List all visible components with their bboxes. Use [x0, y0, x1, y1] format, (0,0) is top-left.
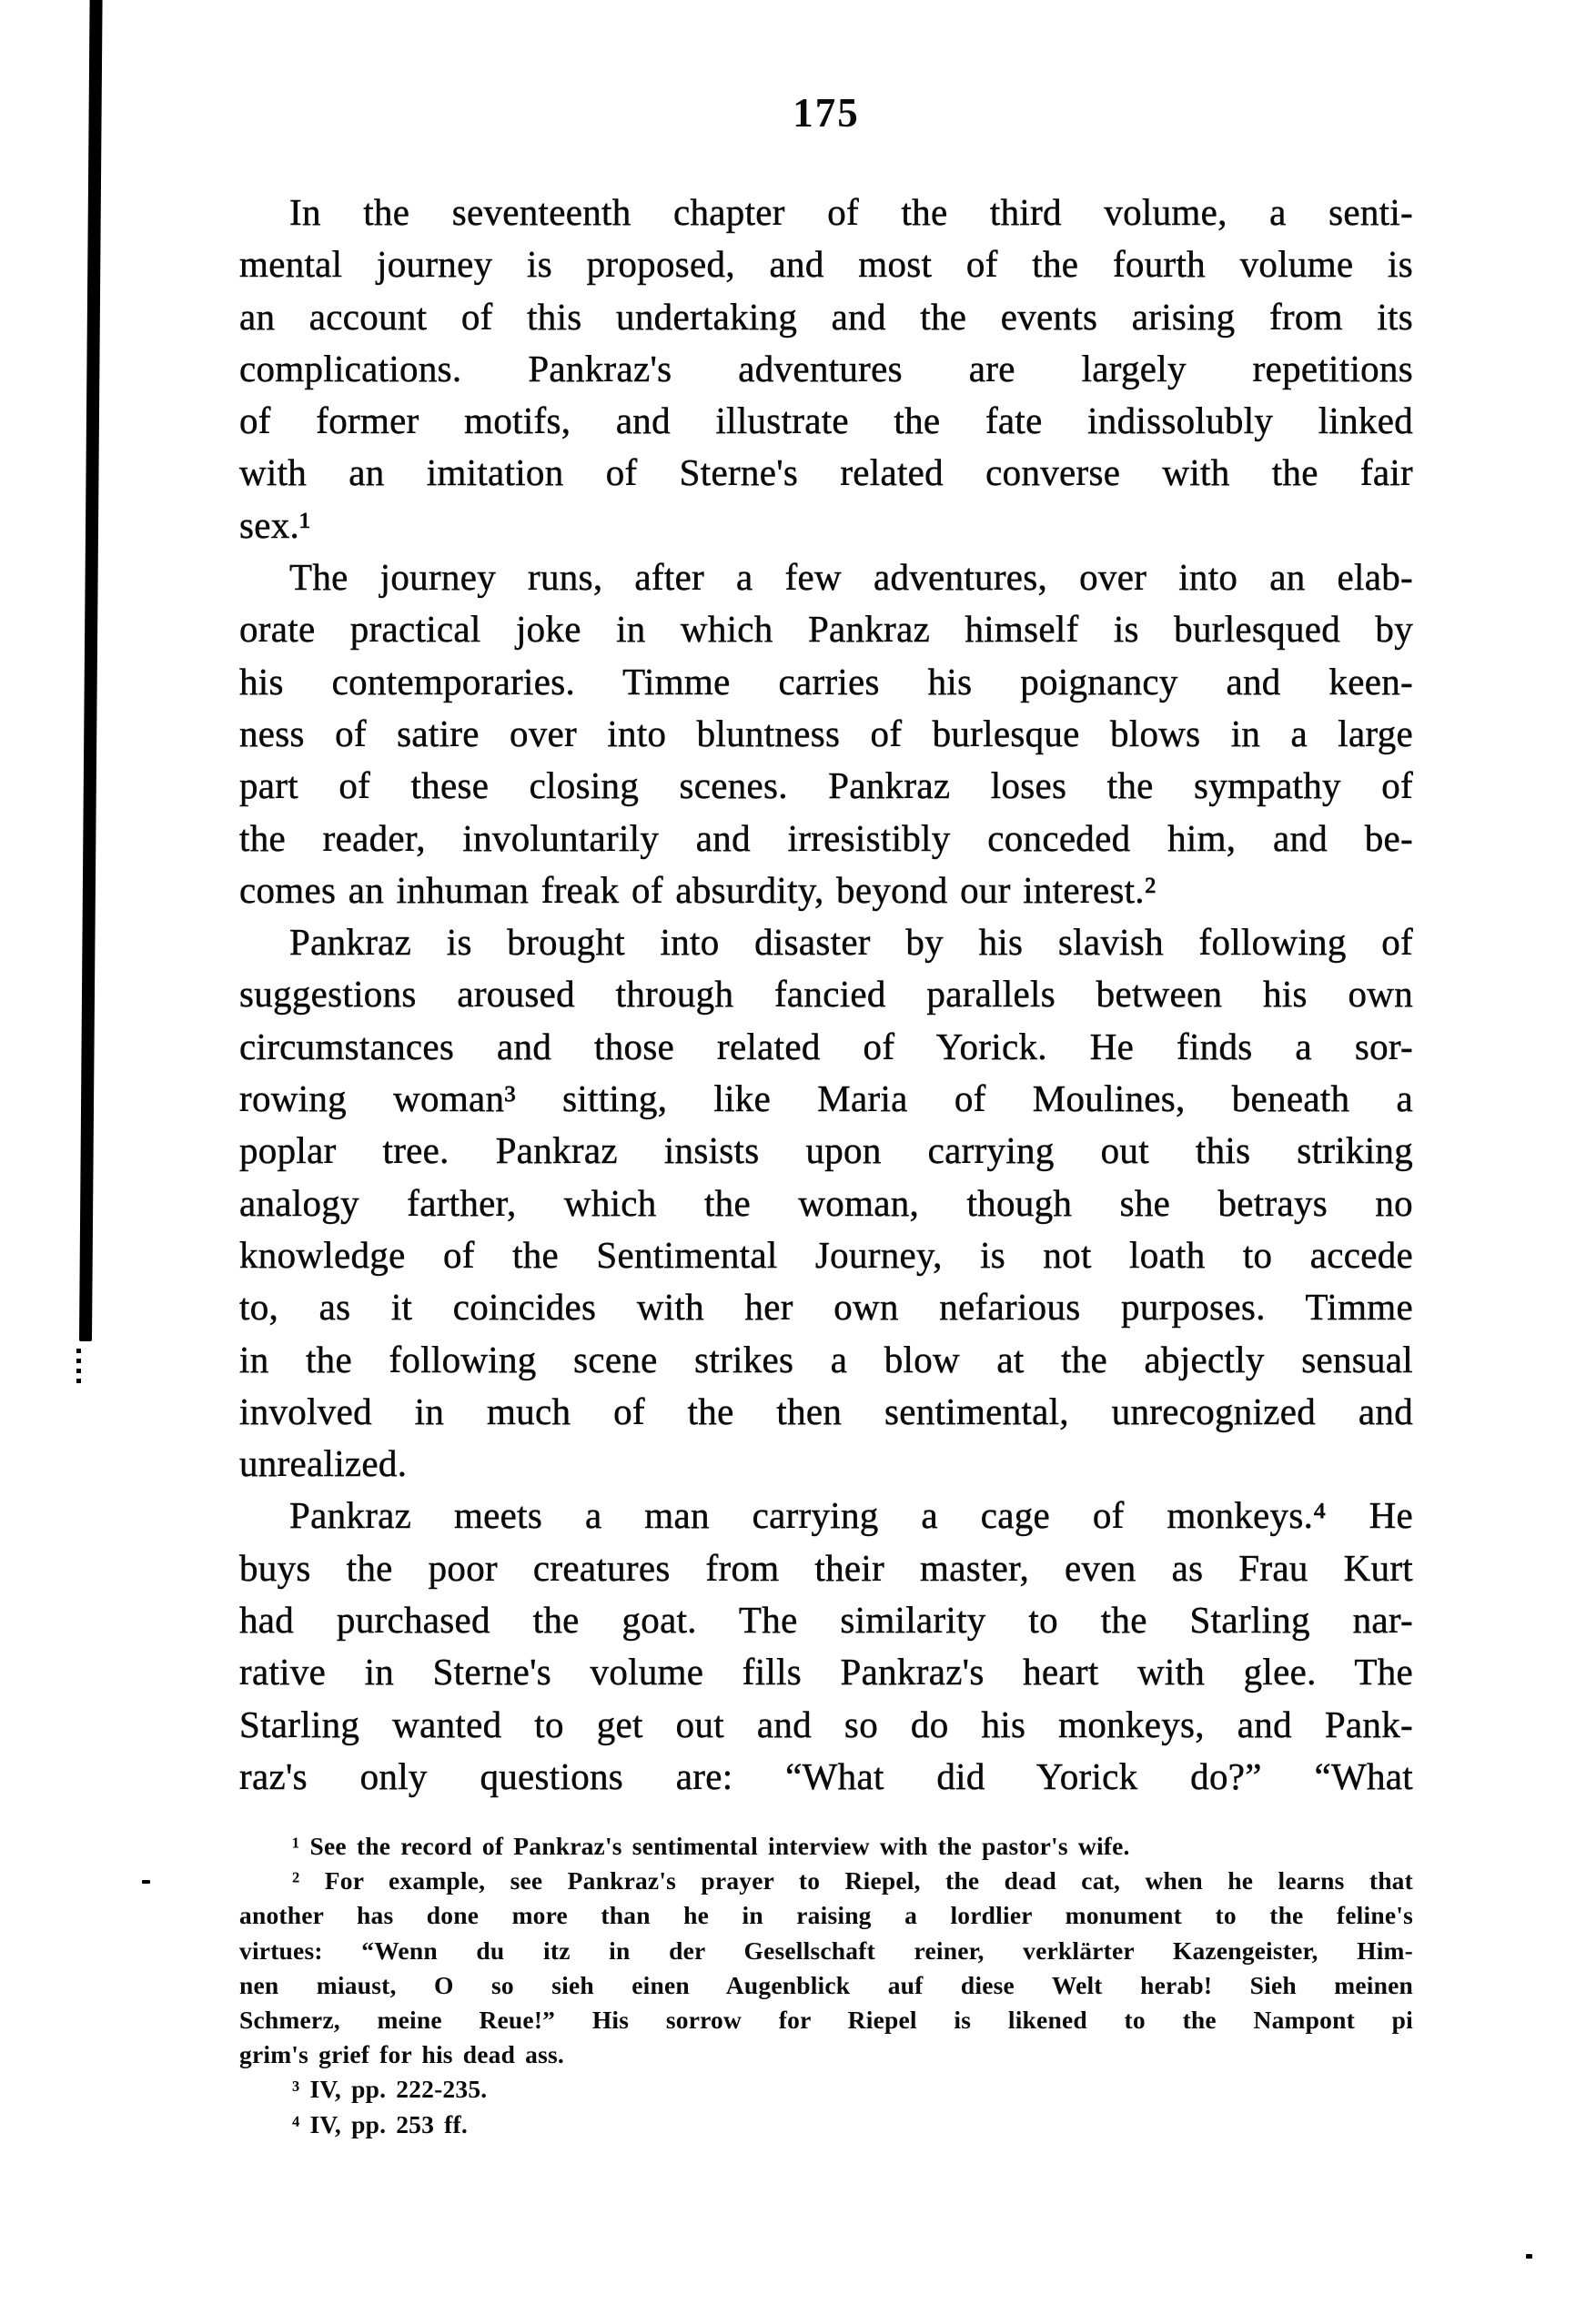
- text-line: part of these closing scenes. Pankraz loses the sympathy of: [239, 764, 1413, 807]
- scan-edge-artifact-dashes: [76, 1349, 81, 1389]
- text-line: suggestions aroused through fancied parallels between his own: [239, 973, 1413, 1016]
- page-number: 175: [793, 90, 860, 136]
- text-line: in the following scene strikes a blow at the abjectly sensual: [239, 1338, 1413, 1380]
- footnote-line: ⁴ IV, pp. 253 ff.: [292, 2109, 468, 2138]
- text-line: mental journey is proposed, and most of the fourth volume is: [239, 243, 1413, 286]
- scan-edge-artifact: [79, 0, 103, 1341]
- text-line: knowledge of the Sentimental Journey, is not loath to accede: [239, 1233, 1413, 1276]
- text-line: Pankraz meets a man carrying a cage of monkeys.⁴ He: [289, 1494, 1413, 1537]
- text-line: the reader, involuntarily and irresistibly conceded him, and be-: [239, 816, 1413, 859]
- text-line: rative in Sterne's volume fills Pankraz's heart with glee. The: [239, 1651, 1413, 1693]
- text-line: buys the poor creatures from their master, even as Frau Kurt: [239, 1546, 1413, 1589]
- text-line: comes an inhuman freak of absurdity, beyond our interest.²: [239, 868, 1157, 911]
- text-line: an account of this undertaking and the events arising from its: [239, 295, 1413, 338]
- text-line: to, as it coincides with her own nefarious purposes. Timme: [239, 1286, 1413, 1329]
- text-line: orate practical joke in which Pankraz himself is burlesqued by: [239, 608, 1413, 651]
- paragraph-2: [239, 551, 1413, 916]
- text-line: complications. Pankraz's adventures are largely repetitions: [239, 347, 1413, 389]
- text-line: had purchased the goat. The similarity to the Starling nar-: [239, 1599, 1413, 1642]
- scan-speck: [1526, 2254, 1532, 2259]
- text-line: Pankraz is brought into disaster by his slavish following of: [289, 921, 1413, 964]
- footnote-line: grim's grief for his dead ass.: [239, 2040, 565, 2069]
- text-line: raz's only questions are: “What did Yorick do?” “What: [239, 1754, 1413, 1797]
- footnote-line: nen miaust, O so sieh einen Augenblick auf diese Welt herab! Sieh meinen: [239, 1970, 1413, 1999]
- paragraph-3: [239, 916, 1413, 1490]
- footnote-line: Schmerz, meine Reue!” His sorrow for Riepel is likened to the Nampont pi: [239, 2006, 1413, 2035]
- footnote-line: ¹ See the record of Pankraz's sentimental interview with the pastor's wife.: [292, 1832, 1130, 1860]
- text-line: analogy farther, which the woman, though she betrays no: [239, 1181, 1413, 1224]
- text-line: In the seventeenth chapter of the third volume, a senti-: [289, 191, 1413, 233]
- footnote-line: virtues: “Wenn du itz in der Gesellschaft reiner, verklärter Kazengeister, Him-: [239, 1936, 1413, 1965]
- text-line: sex.¹: [239, 503, 311, 546]
- paragraph-4: [239, 1490, 1413, 1803]
- footnote-line: ² For example, see Pankraz's prayer to Riepel, the dead cat, when he learns that: [292, 1866, 1413, 1895]
- text-line: with an imitation of Sterne's related converse with the fair: [239, 451, 1413, 494]
- text-line: rowing woman³ sitting, like Maria of Moulines, beneath a: [239, 1077, 1413, 1120]
- text-line: involved in much of the then sentimental, unrecognized and: [239, 1390, 1413, 1432]
- text-line: of former motifs, and illustrate the fate indissolubly linked: [239, 399, 1413, 442]
- text-line: poplar tree. Pankraz insists upon carrying out this striking: [239, 1129, 1413, 1172]
- scan-speck: [142, 1880, 150, 1884]
- text-line: his contemporaries. Timme carries his poignancy and keen-: [239, 660, 1413, 703]
- footnote-line: another has done more than he in raising a lordlier monument to the feline's: [239, 1901, 1413, 1930]
- text-line: The journey runs, after a few adventures, over into an elab-: [289, 556, 1413, 599]
- paragraph-1: [239, 187, 1413, 551]
- body-text: [239, 187, 1413, 1803]
- text-line: ness of satire over into bluntness of burlesque blows in a large: [239, 712, 1413, 754]
- footnote-line: ³ IV, pp. 222-235.: [292, 2075, 488, 2104]
- footnotes: [239, 1829, 1413, 2142]
- text-line: unrealized.: [239, 1442, 408, 1485]
- text-line: circumstances and those related of Yorick. He finds a sor-: [239, 1025, 1413, 1067]
- text-line: Starling wanted to get out and so do his monkeys, and Pank-: [239, 1703, 1413, 1745]
